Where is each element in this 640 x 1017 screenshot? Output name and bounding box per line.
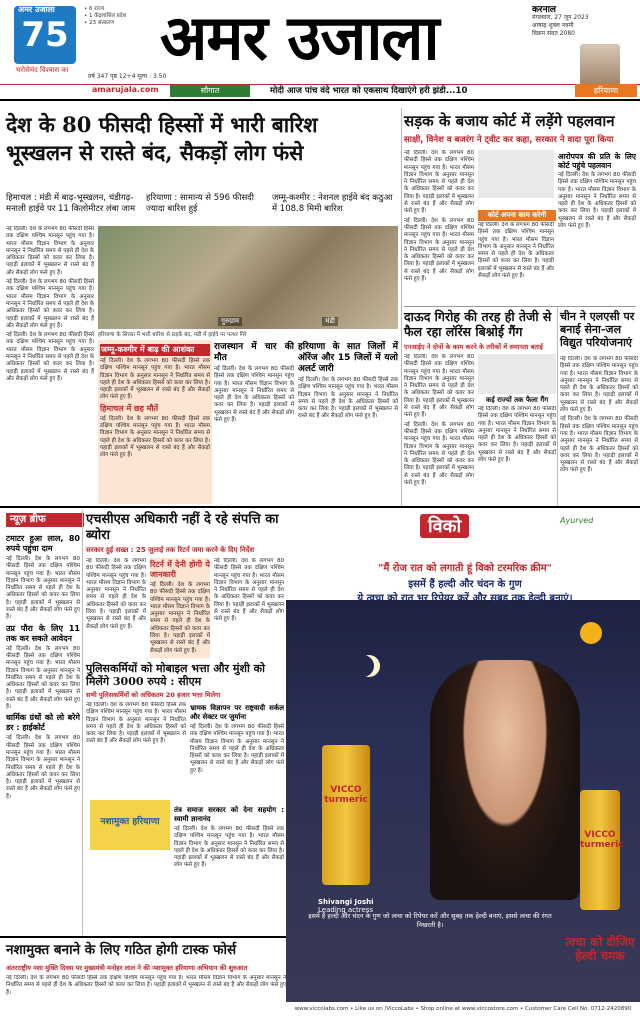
front-teaser: मोदी आज पांच वंदे भारत को एकसाथ दिखाएंगे हरी झंडी...10 — [270, 86, 468, 96]
jk-himachal-box — [98, 340, 212, 504]
gang-body — [404, 354, 474, 504]
task-force-sub: अंतरराष्ट्रीय नशा मुक्ति दिवस पर मुख्यमंत्री मनोहर लाल ने की नशामुक्त हरियाणा अभियान की शुरुआत — [6, 964, 248, 972]
ad-footer[interactable]: www.viccolabs.com • Like us on /ViccoLabs • Shop online at www.viccostore.com • Customer Care Cell No. 0712-2420890 — [286, 1002, 640, 1017]
brief-text: नई दिल्ली। देश के लगभग 80 फीसदी हिस्से तक दक्षिण पश्चिम मानसून पहुंच गया है। भारत मौसम विज्ञान विभाग के अनुसार मानसून ने निर्धारित समय से पहले ही देश के अधिकतर हिस्सों को कवर कर लिया है। पहाड़ी इलाकों में भूस्खलन से रास्ते बंद हैं और सैकड़ों लोग फंसे हुए हैं। — [6, 645, 80, 711]
product-label: VICCO turmeric — [580, 830, 624, 850]
nasha-mukt-logo — [90, 800, 170, 850]
fold-divider — [0, 506, 640, 508]
property-text: नई दिल्ली। देश के लगभग 80 फीसदी हिस्से तक दक्षिण पश्चिम मानसून पहुंच गया है। भारत मौसम विज्ञान विभाग के अनुसार मानसून ने निर्धारित समय से पहले ही देश के अधिकतर हिस्सों को कवर कर लिया है। पहाड़ी इलाकों में भूस्खलन से रास्ते बंद हैं और सैकड़ों लोग फंसे हुए हैं। — [86, 558, 146, 630]
saugat-badge: सौगात — [170, 85, 250, 97]
court-box-title: कोर्ट अपना काम करेगी — [478, 210, 556, 221]
tweet-box — [478, 150, 554, 198]
court-box-body — [478, 222, 554, 302]
photo-label-mandi: मंडी — [322, 317, 338, 326]
edition-info — [84, 6, 154, 27]
task-force-body — [6, 975, 286, 1015]
anniversary-logo — [14, 6, 76, 64]
wrestlers-sub: साक्षी, विनेश व बजरंग ने ट्वीट कर कहा, सरकार ने वादा पूरा किया — [404, 135, 614, 145]
property-body — [86, 558, 146, 658]
gang-text: नई दिल्ली। देश के लगभग 80 फीसदी हिस्से तक दक्षिण पश्चिम मानसून पहुंच गया है। भारत मौसम विज्ञान विभाग के अनुसार मानसून ने निर्धारित समय से पहले ही देश के अधिकतर हिस्सों को कवर कर लिया है। पहाड़ी इलाकों में भूस्खलन से रास्ते बंद हैं और सैकड़ों लोग फंसे हुए हैं। — [404, 354, 474, 419]
ad-copy: इसमें हैं हल्दी और चंदन के गुण जो त्वचा को रिपेयर करें और सुबह तक हेल्दी बनाएं, इससे त्वचा की रंगत निखरती है। — [308, 912, 552, 929]
himachal-box-title: हिमाचल में छह मौतें — [100, 403, 159, 413]
gang-box-title: कई राज्यों तक फैला गैंग — [485, 396, 549, 404]
lead-headline-1: देश के 80 फीसदी हिस्सों में भारी बारिश — [6, 112, 318, 137]
logo-brand-small: अमर उजाला — [18, 5, 55, 14]
moon-icon — [352, 655, 374, 677]
brief-headline: उप्र पौरा के लिए 11 तक कर सकते आवेदन — [6, 623, 80, 643]
rajasthan-text: नई दिल्ली। देश के लगभग 80 फीसदी हिस्से तक दक्षिण पश्चिम मानसून पहुंच गया है। भारत मौसम विज्ञान विभाग के अनुसार मानसून ने निर्धारित समय से पहले ही देश के अधिकतर हिस्सों को कवर कर लिया है। पहाड़ी इलाकों में भूस्खलन से रास्ते बंद हैं और सैकड़ों लोग फंसे हुए हैं। — [214, 366, 294, 424]
ad-line-3: ये त्वचा को रात भर रिपेयर करें और सुबह तक हेल्दी बनाएं। — [357, 593, 573, 604]
divider — [404, 306, 636, 307]
police-sub: सभी पुलिसकर्मियों को अधिकतम 20 हजार भत्ता मिलेगा — [86, 691, 221, 699]
brief-headline: धार्मिक ग्रंथों को लो बरेगे डर : हाईकोर्ट — [6, 713, 80, 733]
police-body — [86, 702, 186, 800]
wrestlers-headline: सड़क के बजाय कोर्ट में लड़ेंगे पहलवान — [404, 112, 615, 130]
brief-text: नई दिल्ली। देश के लगभग 80 फीसदी हिस्से तक दक्षिण पश्चिम मानसून पहुंच गया है। भारत मौसम विज्ञान विभाग के अनुसार मानसून ने निर्धारित समय से पहले ही देश के अधिकतर हिस्सों को कवर कर लिया है। पहाड़ी इलाकों में भूस्खलन से रास्ते बंद हैं और सैकड़ों लोग फंसे हुए हैं। — [6, 735, 80, 800]
chargesheet-headline: आरोपपत्र की प्रति के लिए कोर्ट पहुंचे पहलवान — [558, 152, 636, 170]
haryana-alert-headline: हरियाणा के सात जिलों में ऑरेंज और 15 जिलों में यलो अलर्ट जारी — [298, 342, 398, 374]
slogan-line-1: त्वचा को दीजिए — [565, 935, 635, 949]
ad-line-2: इसमें हैं हल्दी और चंदन के गुण — [408, 579, 522, 590]
lead-body-text: नई दिल्ली। देश के लगभग 80 फीसदी हिस्से तक दक्षिण पश्चिम मानसून पहुंच गया है। भारत मौसम विज्ञान विभाग के अनुसार मानसून ने निर्धारित समय से पहले ही देश के अधिकतर हिस्सों को कवर कर लिया है। पहाड़ी इलाकों में भूस्खलन से रास्ते बंद हैं और सैकड़ों लोग फंसे हुए हैं। — [6, 226, 94, 276]
rajasthan-headline: राजस्थान में चार की मौत — [214, 342, 294, 363]
news-brief-label: न्यूज़ ब्रीफ — [6, 513, 84, 527]
brief-headline: टमाटर हुआ लाल, 80 रुपये पहुंचा दाम — [6, 534, 80, 553]
haryana-alert-story — [298, 340, 398, 500]
state-label: हरियाणा — [575, 84, 637, 97]
product-tube — [322, 745, 370, 885]
return-info-box — [150, 558, 210, 658]
sub-jk: जम्मू-कश्मीर : नेशनल हाईवे बंद कठुआ में 108.8 मिमी बारिश — [272, 193, 393, 214]
dead-text: नई दिल्ली। देश के लगभग 80 फीसदी हिस्से तक दक्षिण पश्चिम मानसून पहुंच गया है। भारत मौसम विज्ञान विभाग के अनुसार मानसून ने निर्धारित समय से पहले ही देश के अधिकतर हिस्सों को कवर कर लिया है। पहाड़ी इलाकों में भूस्खलन से रास्ते बंद हैं और सैकड़ों लोग फंसे हुए हैं। — [174, 826, 284, 869]
product-label: VICCO turmeric — [324, 785, 368, 805]
task-force-text: नई दिल्ली। देश के लगभग 80 फीसदी हिस्से तक दक्षिण पश्चिम मानसून पहुंच गया है। भारत मौसम विज्ञान विभाग के अनुसार मानसून ने निर्धारित समय से पहले ही देश के अधिकतर हिस्सों को कवर कर लिया है। पहाड़ी इलाकों में भूस्खलन से रास्ते बंद हैं और सैकड़ों लोग फंसे हुए हैं। — [6, 975, 286, 996]
column-divider — [401, 108, 402, 506]
property-headline: एचसीएस अधिकारी नहीं दे रहे संपत्ति का ब्योरा — [86, 512, 279, 543]
mugshots — [478, 354, 556, 394]
chargesheet-text: नई दिल्ली। देश के लगभग 80 फीसदी हिस्से तक दक्षिण पश्चिम मानसून पहुंच गया है। भारत मौसम विज्ञान विभाग के अनुसार मानसून ने निर्धारित समय से पहले ही देश के अधिकतर हिस्सों को कवर कर लिया है। पहाड़ी इलाकों में भूस्खलन से रास्ते बंद हैं और सैकड़ों लोग फंसे हुए हैं। — [558, 172, 636, 230]
edition-line: • 6 राज्य — [84, 6, 105, 12]
gang-box-text: नई दिल्ली। देश के लगभग 80 फीसदी हिस्से तक दक्षिण पश्चिम मानसून पहुंच गया है। भारत मौसम विज्ञान विभाग के अनुसार मानसून ने निर्धारित समय से पहले ही देश के अधिकतर हिस्सों को कवर कर लिया है। पहाड़ी इलाकों में भूस्खलन से रास्ते बंद हैं और सैकड़ों लोग फंसे हुए हैं। — [478, 406, 556, 464]
china-headline: चीन ने एलएसी पर बनाई सेना-जल विद्युत परियोजनाएं — [560, 310, 635, 349]
rajasthan-story — [214, 340, 294, 500]
wrestlers-body — [404, 150, 474, 305]
divider — [557, 306, 558, 506]
photo-caption: हरियाणा के सिरसा में भारी बारिश से सड़कें बंद, मंडी में हाईवे पर पत्थर गिरे — [98, 332, 247, 338]
newspaper-title: अमर उजाला — [160, 1, 439, 74]
china-text: नई दिल्ली। देश के लगभग 80 फीसदी हिस्से तक दक्षिण पश्चिम मानसून पहुंच गया है। भारत मौसम विज्ञान विभाग के अनुसार मानसून ने निर्धारित समय से पहले ही देश के अधिकतर हिस्सों को कवर कर लिया है। पहाड़ी इलाकों में भूस्खलन से रास्ते बंद हैं और सैकड़ों लोग फंसे हुए हैं। — [560, 356, 638, 414]
nasha-box-title: नशामुक्त हरियाणा — [100, 817, 160, 827]
fine-story — [190, 702, 284, 800]
ad-slogan — [560, 935, 640, 963]
wrestlers-text: नई दिल्ली। देश के लगभग 80 फीसदी हिस्से तक दक्षिण पश्चिम मानसून पहुंच गया है। भारत मौसम विज्ञान विभाग के अनुसार मानसून ने निर्धारित समय से पहले ही देश के अधिकतर हिस्सों को कवर कर लिया है। पहाड़ी इलाकों में भूस्खलन से रास्ते बंद हैं और सैकड़ों लोग फंसे हुए हैं। — [404, 150, 474, 215]
edition-date-block — [532, 6, 640, 38]
police-headline: पुलिसकर्मियों को मोबाइल भत्ता और मुंशी को मिलेंगे 3000 रुपये : सीएम — [86, 662, 265, 688]
china-text: नई दिल्ली। देश के लगभग 80 फीसदी हिस्से तक दक्षिण पश्चिम मानसून पहुंच गया है। भारत मौसम विज्ञान विभाग के अनुसार मानसून ने निर्धारित समय से पहले ही देश के अधिकतर हिस्सों को कवर कर लिया है। पहाड़ी इलाकों में भूस्खलन से रास्ते बंद हैं और सैकड़ों लोग फंसे हुए हैं। — [560, 416, 638, 474]
model-title: Leading actress — [318, 906, 374, 914]
masthead-divider — [0, 99, 640, 101]
slogan-line-2: हेल्दी चमक — [575, 949, 625, 963]
city: करनाल — [532, 5, 557, 15]
samvat: विक्रम संवत 2080 — [532, 30, 575, 37]
return-box-text: नई दिल्ली। देश के लगभग 80 फीसदी हिस्से तक दक्षिण पश्चिम मानसून पहुंच गया है। भारत मौसम विज्ञान विभाग के अनुसार मानसून ने निर्धारित समय से पहले ही देश के अधिकतर हिस्सों को कवर कर लिया है। पहाड़ी इलाकों में भूस्खलन से रास्ते बंद हैं और सैकड़ों लोग फंसे हुए हैं। — [150, 582, 210, 654]
panchang: आषाढ़ शुक्ल नवमी — [532, 22, 574, 29]
task-force-headline: नशामुक्त बनाने के लिए गठित होगी टास्क फोर्स — [6, 942, 237, 958]
lead-body-text: नई दिल्ली। देश के लगभग 80 फीसदी हिस्से तक दक्षिण पश्चिम मानसून पहुंच गया है। भारत मौसम विज्ञान विभाग के अनुसार मानसून ने निर्धारित समय से पहले ही देश के अधिकतर हिस्सों को कवर कर लिया है। पहाड़ी इलाकों में भूस्खलन से रास्ते बंद हैं और सैकड़ों लोग फंसे हुए हैं। — [6, 332, 94, 382]
dead-story — [174, 804, 284, 934]
box-text: नई दिल्ली। देश के लगभग 80 फीसदी हिस्से तक दक्षिण पश्चिम मानसून पहुंच गया है। भारत मौसम विज्ञान विभाग के अनुसार मानसून ने निर्धारित समय से पहले ही देश के अधिकतर हिस्सों को कवर कर लिया है। पहाड़ी इलाकों में भूस्खलन से रास्ते बंद हैं और सैकड़ों लोग फंसे हुए हैं। — [100, 415, 210, 459]
return-box-title: रिटर्न में देनी होगी ये जानकारी — [150, 560, 210, 579]
divider — [0, 936, 286, 938]
date: मंगलवार, 27 जून 2023 — [532, 14, 589, 21]
sub-haryana: हरियाणा : सामान्य से 596 फीसदी ज्यादा बारिश हुई — [146, 193, 254, 214]
court-text: नई दिल्ली। देश के लगभग 80 फीसदी हिस्से तक दक्षिण पश्चिम मानसून पहुंच गया है। भारत मौसम विज्ञान विभाग के अनुसार मानसून ने निर्धारित समय से पहले ही देश के अधिकतर हिस्सों को कवर कर लिया है। पहाड़ी इलाकों में भूस्खलन से रास्ते बंद हैं और सैकड़ों लोग फंसे हुए हैं। — [478, 222, 554, 280]
vicco-logo: विको — [420, 514, 469, 538]
property-body-2 — [214, 558, 284, 658]
ad-quote: "मैं रोज रात को लगाती हूं विको टरमरिक क्रीम" — [378, 563, 552, 574]
police-text: नई दिल्ली। देश के लगभग 80 फीसदी हिस्से तक दक्षिण पश्चिम मानसून पहुंच गया है। भारत मौसम विज्ञान विभाग के अनुसार मानसून ने निर्धारित समय से पहले ही देश के अधिकतर हिस्सों को कवर कर लिया है। पहाड़ी इलाकों में भूस्खलन से रास्ते बंद हैं और सैकड़ों लोग फंसे हुए हैं। — [86, 702, 186, 745]
property-sub: सरकार हुई सख्त : 25 जुलाई तक रिटर्न जमा करने के दिए निर्देश — [86, 546, 255, 554]
edition-line: • 23 संस्करण — [84, 20, 115, 26]
fine-headline: भ्रामक विज्ञापन पर राष्ट्रवादी सर्कल और सेक्टर पर जुर्माना — [190, 704, 284, 721]
edition-line: • 1 केंद्रशासित प्रदेश — [84, 13, 127, 19]
product-tube — [580, 790, 624, 910]
china-body — [560, 356, 638, 504]
sun-icon — [580, 622, 602, 644]
gang-box-body — [478, 406, 556, 502]
ayurved-badge: Ayurved — [560, 516, 594, 525]
lead-body-text: नई दिल्ली। देश के लगभग 80 फीसदी हिस्से तक दक्षिण पश्चिम मानसून पहुंच गया है। भारत मौसम विज्ञान विभाग के अनुसार मानसून ने निर्धारित समय से पहले ही देश के अधिकतर हिस्सों को कवर कर लिया है। पहाड़ी इलाकों में भूस्खलन से रास्ते बंद हैं और सैकड़ों लोग फंसे हुए हैं। — [6, 279, 94, 329]
rain-photo — [98, 226, 398, 329]
haryana-alert-text: नई दिल्ली। देश के लगभग 80 फीसदी हिस्से तक दक्षिण पश्चिम मानसून पहुंच गया है। भारत मौसम विज्ञान विभाग के अनुसार मानसून ने निर्धारित समय से पहले ही देश के अधिकतर हिस्सों को कवर कर लिया है। पहाड़ी इलाकों में भूस्खलन से रास्ते बंद हैं और सैकड़ों लोग फंसे हुए हैं। — [298, 377, 398, 420]
lead-headline-2: भूस्खलन से रास्ते बंद, सैकड़ों लोग फंसे — [6, 140, 304, 165]
chargesheet-story — [558, 150, 636, 305]
gang-sub: एनआईए ने दोनों के काम करने के तरीकों में समानता बताई — [404, 343, 543, 351]
news-brief-column — [6, 532, 80, 932]
photo-label-gurugram: गुरुग्राम — [218, 317, 242, 326]
property-text: नई दिल्ली। देश के लगभग 80 फीसदी हिस्से तक दक्षिण पश्चिम मानसून पहुंच गया है। भारत मौसम विज्ञान विभाग के अनुसार मानसून ने निर्धारित समय से पहले ही देश के अधिकतर हिस्सों को कवर कर लिया है। पहाड़ी इलाकों में भूस्खलन से रास्ते बंद हैं और सैकड़ों लोग फंसे हुए हैं। — [214, 558, 284, 623]
fine-text: नई दिल्ली। देश के लगभग 80 फीसदी हिस्से तक दक्षिण पश्चिम मानसून पहुंच गया है। भारत मौसम विज्ञान विभाग के अनुसार मानसून ने निर्धारित समय से पहले ही देश के अधिकतर हिस्सों को कवर कर लिया है। पहाड़ी इलाकों में भूस्खलन से रास्ते बंद हैं और सैकड़ों लोग फंसे हुए हैं। — [190, 724, 284, 774]
model-photo — [430, 660, 580, 900]
divider — [82, 510, 83, 935]
gang-text: नई दिल्ली। देश के लगभग 80 फीसदी हिस्से तक दक्षिण पश्चिम मानसून पहुंच गया है। भारत मौसम विज्ञान विभाग के अनुसार मानसून ने निर्धारित समय से पहले ही देश के अधिकतर हिस्सों को कवर कर लिया है। पहाड़ी इलाकों में भूस्खलन से रास्ते बंद हैं और सैकड़ों लोग फंसे हुए हैं। — [404, 421, 474, 487]
brief-text: नई दिल्ली। देश के लगभग 80 फीसदी हिस्से तक दक्षिण पश्चिम मानसून पहुंच गया है। भारत मौसम विज्ञान विभाग के अनुसार मानसून ने निर्धारित समय से पहले ही देश के अधिकतर हिस्सों को कवर कर लिया है। पहाड़ी इलाकों में भूस्खलन से रास्ते बंद हैं और सैकड़ों लोग फंसे हुए हैं। — [6, 556, 80, 621]
dead-headline: तंत्र समाज सरकार को देना सहयोग : स्वामी ज्ञानानंद — [174, 806, 284, 823]
lead-body — [6, 226, 94, 502]
website-link[interactable]: amarujala.com — [92, 85, 159, 94]
price-line: वर्ष 347 पृष्ठ 12+4 मूल्य : 3.50 — [88, 73, 167, 80]
model-name-text: Shivangi Joshi — [318, 898, 374, 906]
anniversary-number: 75 — [21, 15, 69, 55]
gang-headline: दाऊद गिरोह की तरह ही तेजी से फैल रहा लॉरेंस बिश्नोई गैंग — [404, 309, 552, 339]
wrestlers-text: नई दिल्ली। देश के लगभग 80 फीसदी हिस्से तक दक्षिण पश्चिम मानसून पहुंच गया है। भारत मौसम विज्ञान विभाग के अनुसार मानसून ने निर्धारित समय से पहले ही देश के अधिकतर हिस्सों को कवर कर लिया है। पहाड़ी इलाकों में भूस्खलन से रास्ते बंद हैं और सैकड़ों लोग फंसे हुए हैं। — [404, 217, 474, 283]
brand-tagline: भरोसेमंद विश्वास का — [15, 66, 69, 74]
sub-himachal: हिमाचल : मंडी में बाढ़-भूस्खलन, चंडीगढ़-मनाली हाईवे पर 11 किलोमीटर लंबा जाम — [6, 193, 136, 214]
box-text: नई दिल्ली। देश के लगभग 80 फीसदी हिस्से तक दक्षिण पश्चिम मानसून पहुंच गया है। भारत मौसम विज्ञान विभाग के अनुसार मानसून ने निर्धारित समय से पहले ही देश के अधिकतर हिस्सों को कवर कर लिया है। पहाड़ी इलाकों में भूस्खलन से रास्ते बंद हैं और सैकड़ों लोग फंसे हुए हैं। — [100, 358, 210, 401]
jk-box-title: जम्मू-कश्मीर में बाढ़ की आशंका — [100, 344, 210, 356]
